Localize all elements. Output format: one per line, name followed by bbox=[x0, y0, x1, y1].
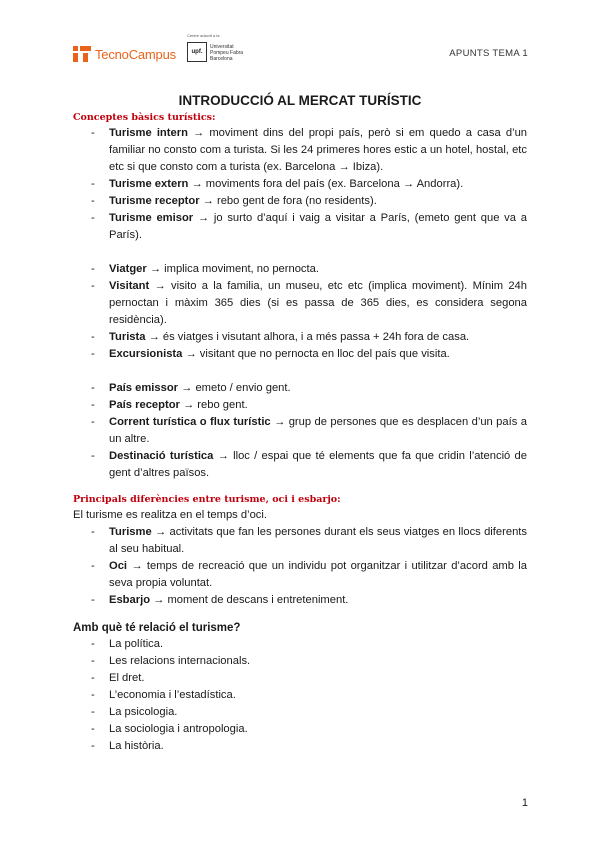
list-item: - Excursionista → visitant que no pernocta en lloc del país que visita. bbox=[109, 346, 527, 363]
list-item: - Viatger → implica moviment, no pernocta. bbox=[109, 261, 527, 278]
list-item: - Visitant → visito a la familia, un museu, etc etc (implica moviment). Mínim 24h pernoctan i màxim 365 dies (si es passa de 365 dies, es considera segona residència). bbox=[109, 278, 527, 329]
list-item: - Corrent turística o flux turístic → grup de persones que es desplacen d’un país a un altre. bbox=[109, 414, 527, 448]
relations-list bbox=[73, 636, 527, 755]
upf-logo-caption: Centre adscrit a la bbox=[187, 33, 220, 38]
differences-list bbox=[73, 524, 527, 609]
list-item: - La sociologia i antropologia. bbox=[109, 721, 527, 738]
upf-logo-mark: upf. bbox=[187, 42, 207, 62]
list-item: - País emissor → emeto / envio gent. bbox=[109, 380, 527, 397]
document-body bbox=[73, 92, 527, 755]
concepts-list-1 bbox=[73, 125, 527, 244]
list-item: - Destinació turística → lloc / espai que té elements que fa que cridin l’atenció de gent d’altres països. bbox=[109, 448, 527, 482]
list-item: - La política. bbox=[109, 636, 527, 653]
page-header bbox=[0, 0, 600, 80]
list-item: - L’economia i l’estadística. bbox=[109, 687, 527, 704]
list-item: - Turisme receptor → rebo gent de fora (no residents). bbox=[109, 193, 527, 210]
upf-logo bbox=[187, 33, 257, 68]
page-number: 1 bbox=[521, 797, 528, 809]
concepts-list-3 bbox=[73, 380, 527, 482]
list-item: - El dret. bbox=[109, 670, 527, 687]
list-item: - La història. bbox=[109, 738, 527, 755]
page-title: INTRODUCCIÓ AL MERCAT TURÍSTIC bbox=[178, 93, 422, 108]
tecnocampus-logo-text: TecnoCampus bbox=[95, 46, 176, 62]
list-item: - Oci → temps de recreació que un individu pot organitzar i utilitzar d’acord amb la seva propia voluntat. bbox=[109, 558, 527, 592]
header-doc-label: APUNTS TEMA 1 bbox=[449, 48, 528, 59]
list-item: - Esbarjo → moment de descans i entreteniment. bbox=[109, 592, 527, 609]
list-item: - Les relacions internacionals. bbox=[109, 653, 527, 670]
section-heading-concepts: Conceptes bàsics turístics: bbox=[73, 112, 216, 123]
section-heading-relations: Amb què té relació el turisme? bbox=[73, 622, 241, 634]
tecnocampus-logo-icon bbox=[73, 46, 91, 62]
list-item: - Turista → és viatges i visutant alhora, i a més passa + 24h fora de casa. bbox=[109, 329, 527, 346]
list-item: - País receptor → rebo gent. bbox=[109, 397, 527, 414]
section-heading-differences: Principals diferències entre turisme, oci i esbarjo: bbox=[73, 494, 341, 505]
upf-logo-name: Universitat Pompeu Fabra Barcelona bbox=[210, 44, 244, 62]
list-item: - Turisme extern → moviments fora del país (ex. Barcelona → Andorra). bbox=[109, 176, 527, 193]
list-item: - Turisme intern → moviment dins del propi país, però si em quedo a casa d’un familiar no consto com a turista. Si les 24 primeres hores estic a un hotel, hostal, etc etc si que consto com a turista (ex. Barcelona → Ibiza). bbox=[109, 125, 527, 176]
list-item: - La psicologia. bbox=[109, 704, 527, 721]
list-item: - Turisme → activitats que fan les persones durant els seus viatges en llocs diferents al seu habitual. bbox=[109, 524, 527, 558]
concepts-list-2 bbox=[73, 261, 527, 363]
list-item: - Turisme emisor → jo surto d’aquí i vaig a visitar a París, (emeto gent que va a París). bbox=[109, 210, 527, 244]
differences-intro: El turisme es realitza en el temps d’oci. bbox=[73, 509, 267, 521]
tecnocampus-logo bbox=[73, 46, 176, 62]
